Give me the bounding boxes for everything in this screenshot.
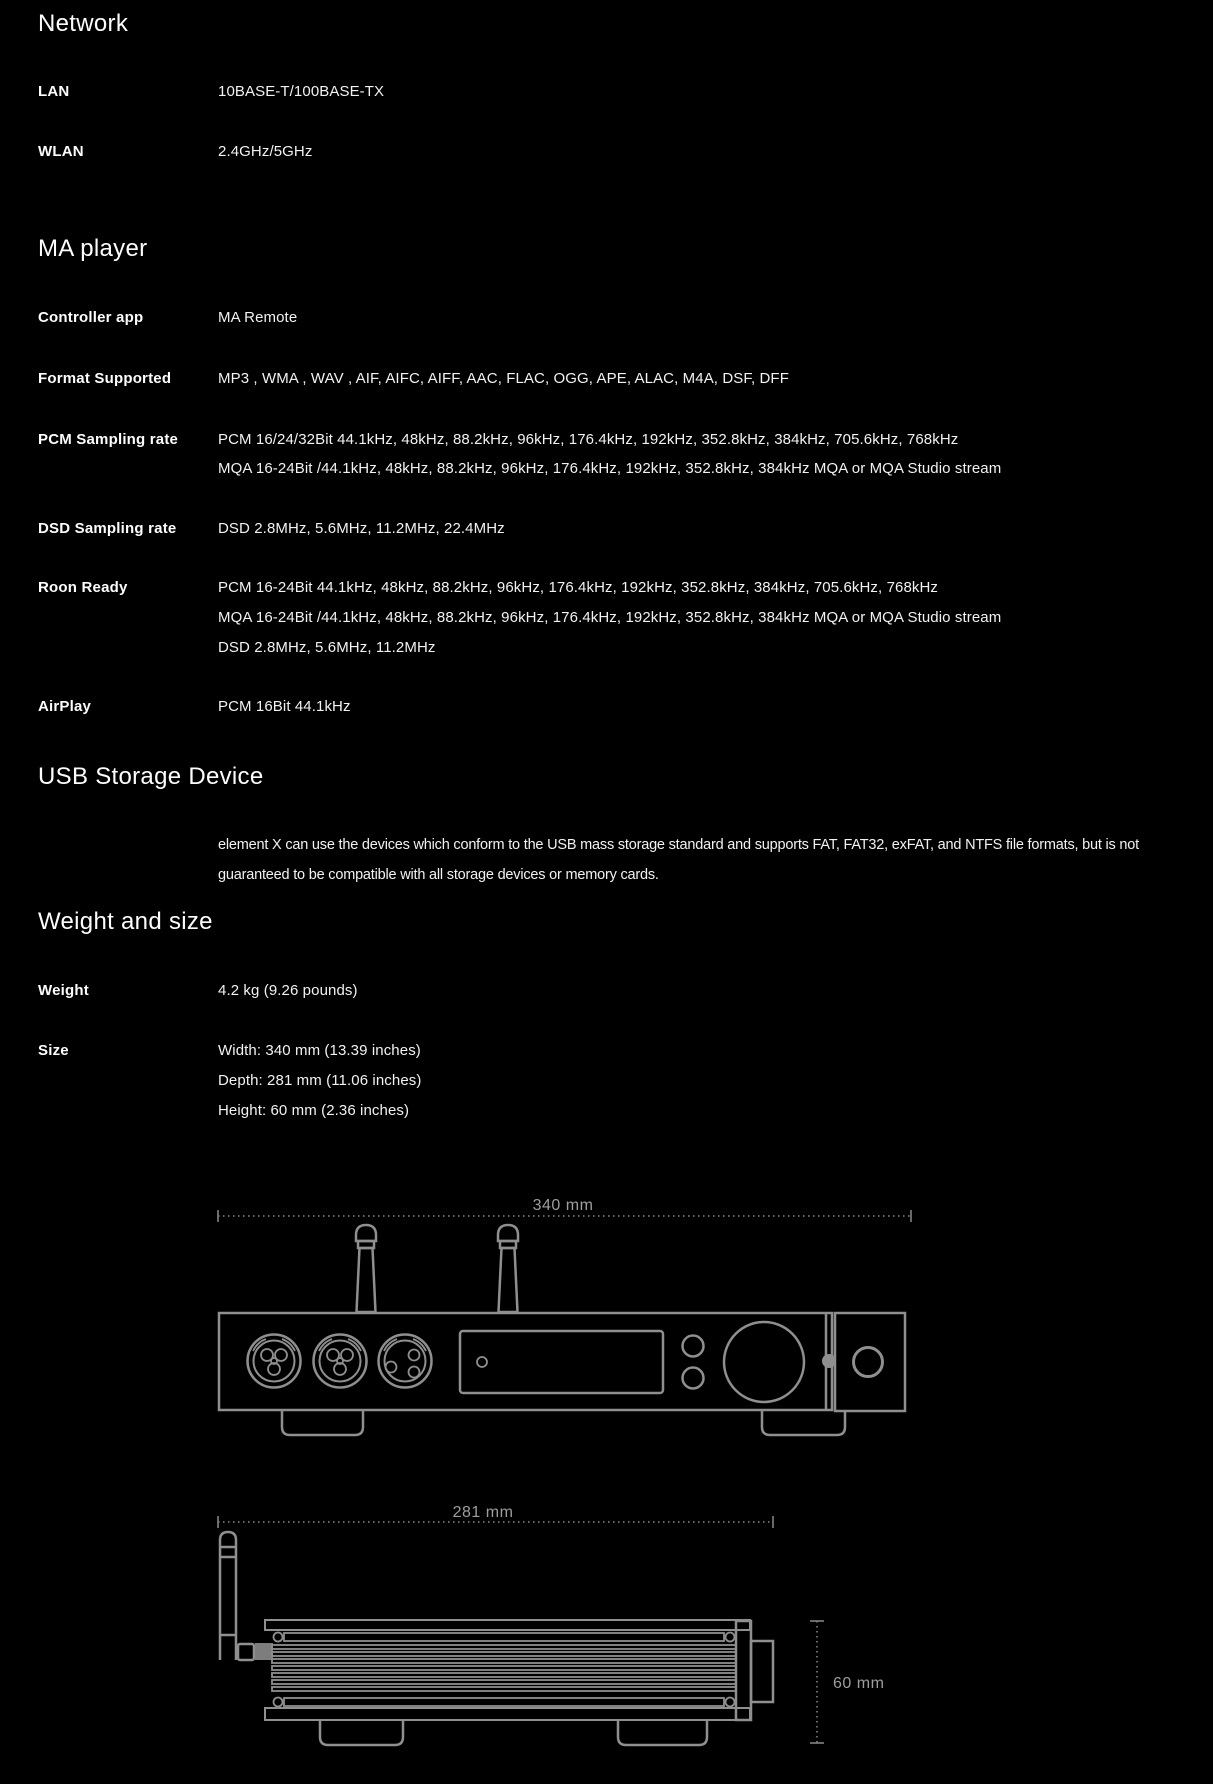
side-depth-dimension-label: 281 mm — [452, 1504, 514, 1521]
spec-label: DSD Sampling rate — [38, 520, 177, 537]
heatsink-fin — [272, 1659, 736, 1663]
spec-value-line: MA Remote — [218, 309, 298, 326]
side-bottom-rail — [265, 1708, 750, 1720]
antenna-left — [356, 1225, 376, 1312]
antenna-right — [498, 1225, 518, 1312]
front-width-dimension-label: 340 mm — [532, 1197, 594, 1214]
xlr-connector — [379, 1335, 432, 1388]
headphone-connector-1 — [248, 1335, 301, 1388]
antenna-mount-block — [255, 1643, 273, 1660]
power-button — [854, 1348, 883, 1377]
front-foot-left — [282, 1411, 363, 1435]
spec-label: Roon Ready — [38, 579, 128, 596]
volume-knob — [724, 1322, 804, 1402]
heatsink-fin — [272, 1673, 736, 1677]
spec-value-line: MQA 16-24Bit /44.1kHz, 48kHz, 88.2kHz, 96kHz, 176.4kHz, 192kHz, 352.8kHz, 384kHz MQA or MQA Studio stream — [218, 609, 1002, 626]
section-heading-usb-storage: USB Storage Device — [38, 763, 264, 790]
heatsink-fin — [272, 1680, 736, 1684]
spec-value-line: DSD 2.8MHz, 5.6MHz, 11.2MHz, 22.4MHz — [218, 520, 505, 537]
spec-value-line: DSD 2.8MHz, 5.6MHz, 11.2MHz — [218, 639, 436, 656]
section-heading-network: Network — [38, 10, 129, 37]
spec-value-line: Width: 340 mm (13.39 inches) — [218, 1042, 421, 1059]
section-heading-weight-size: Weight and size — [38, 908, 213, 935]
side-chassis — [265, 1620, 773, 1720]
spec-label: Size — [38, 1042, 69, 1059]
section-heading-ma-player: MA player — [38, 235, 148, 262]
side-knob-profile — [751, 1641, 773, 1702]
dimension-diagrams — [0, 1190, 1213, 1784]
heatsink-fin — [272, 1687, 736, 1691]
heatsink-fin — [272, 1652, 736, 1656]
spec-label: Controller app — [38, 309, 144, 326]
usb-storage-paragraph — [218, 830, 1139, 890]
ir-sensor — [477, 1357, 487, 1367]
front-button-top — [683, 1336, 704, 1357]
side-foot-right — [618, 1720, 707, 1745]
side-view-diagram — [218, 1504, 884, 1745]
heatsink-fin — [272, 1645, 736, 1649]
spec-value-line: MP3 , WMA , WAV , AIF, AIFC, AIFF, AAC, FLAC, OGG, APE, ALAC, M4A, DSF, DFF — [218, 370, 789, 387]
paragraph-line: guaranteed to be compatible with all storage devices or memory cards. — [218, 867, 659, 883]
spec-label: WLAN — [38, 143, 84, 160]
antenna-side — [220, 1532, 273, 1660]
side-front-plate — [736, 1621, 751, 1720]
spec-label: LAN — [38, 83, 70, 100]
side-foot-left — [320, 1720, 403, 1745]
antenna-hinge — [238, 1644, 254, 1660]
side-height-dimension-label: 60 mm — [833, 1675, 885, 1692]
headphone-connector-2 — [314, 1335, 367, 1388]
spec-value-line: PCM 16/24/32Bit 44.1kHz, 48kHz, 88.2kHz, 96kHz, 176.4kHz, 192kHz, 352.8kHz, 384kHz, 705.6kHz, 768kHz — [218, 431, 959, 448]
spec-value-line: MQA 16-24Bit /44.1kHz, 48kHz, 88.2kHz, 96kHz, 176.4kHz, 192kHz, 352.8kHz, 384kHz MQA or MQA Studio stream — [218, 460, 1002, 477]
side-top-rail — [265, 1620, 750, 1630]
spec-label: PCM Sampling rate — [38, 431, 179, 448]
spec-value-line: 2.4GHz/5GHz — [218, 143, 313, 160]
paragraph-line: element X can use the devices which conform to the USB mass storage standard and supports FAT, FAT32, exFAT, and NTFS file formats, but is not — [218, 837, 1139, 853]
front-right-panel — [835, 1313, 905, 1411]
spec-value-line: Height: 60 mm (2.36 inches) — [218, 1102, 410, 1119]
spec-value-line: 4.2 kg (9.26 pounds) — [218, 982, 358, 999]
spec-value-line: PCM 16-24Bit 44.1kHz, 48kHz, 88.2kHz, 96kHz, 176.4kHz, 192kHz, 352.8kHz, 384kHz, 705.6kHz, 768kHz — [218, 579, 939, 596]
front-display — [460, 1331, 663, 1393]
spec-label: AirPlay — [38, 698, 92, 715]
front-view-diagram — [218, 1197, 911, 1435]
heatsink-fin — [272, 1666, 736, 1670]
spec-value-line: PCM 16Bit 44.1kHz — [218, 698, 351, 715]
front-foot-right — [762, 1411, 845, 1435]
spec-value-line: Depth: 281 mm (11.06 inches) — [218, 1072, 422, 1089]
spec-label: Format Supported — [38, 370, 172, 387]
spec-label: Weight — [38, 982, 89, 999]
front-button-bottom — [683, 1368, 704, 1389]
spec-value-line: 10BASE-T/100BASE-TX — [218, 83, 385, 100]
